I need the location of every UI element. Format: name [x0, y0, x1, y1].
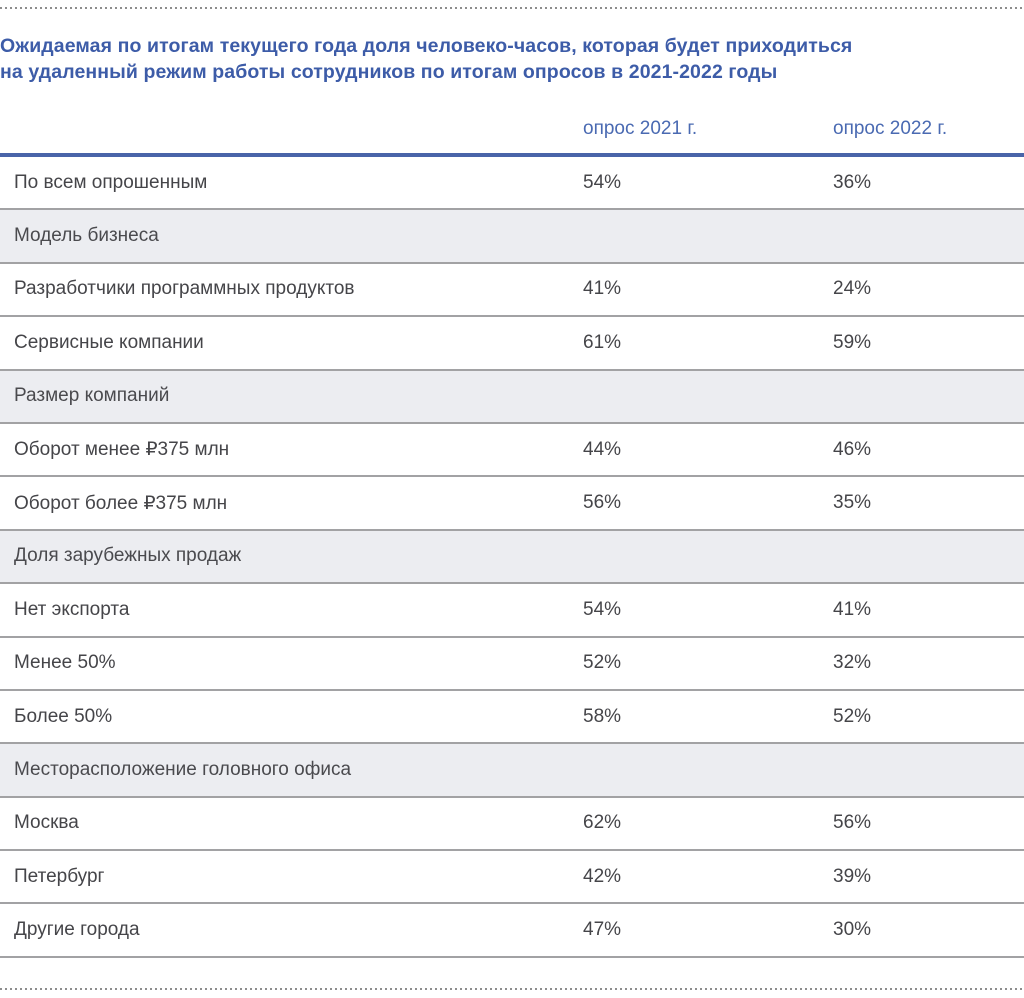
row-label: Нет экспорта: [14, 598, 130, 620]
table-row-moscow: [0, 798, 1024, 851]
table-row-more-than-50: [0, 691, 1024, 744]
table-row-no-export: [0, 584, 1024, 637]
row-value-2022: 56%: [833, 812, 872, 834]
row-value-2022: 36%: [833, 171, 872, 193]
row-label: Менее 50%: [14, 652, 116, 674]
section-label: Размер компаний: [14, 385, 170, 407]
table-row-less-than-50: [0, 638, 1024, 691]
row-value-2022: 39%: [833, 865, 872, 887]
row-label: Сервисные компании: [14, 331, 204, 353]
figure-title-line-2: на удаленный режим работы сотрудников по итогам опросов в 2021-2022 годы: [0, 61, 778, 83]
row-label: Оборот менее ₽375 млн: [14, 439, 230, 461]
row-value-2021: 54%: [583, 598, 622, 620]
row-value-2022: 52%: [833, 705, 872, 727]
row-value-2022: 30%: [833, 919, 872, 941]
row-value-2021: 41%: [583, 278, 622, 300]
row-value-2022: 32%: [833, 652, 872, 674]
table-row-all-respondents: [0, 157, 1024, 210]
row-value-2022: 59%: [833, 331, 872, 353]
row-label: Петербург: [14, 865, 105, 887]
row-value-2021: 56%: [583, 492, 622, 514]
row-label: Оборот более ₽375 млн: [14, 492, 228, 514]
row-value-2022: 35%: [833, 492, 872, 514]
row-label: По всем опрошенным: [14, 171, 208, 193]
row-value-2022: 24%: [833, 278, 872, 300]
bottom-dotted-rule: [0, 988, 1024, 990]
section-label: Модель бизнеса: [14, 225, 159, 247]
section-label: Доля зарубежных продаж: [14, 545, 242, 567]
row-label: Более 50%: [14, 705, 113, 727]
row-value-2021: 58%: [583, 705, 622, 727]
row-label: Разработчики программных продуктов: [14, 278, 355, 300]
column-header-2021: опрос 2021 г.: [583, 118, 698, 139]
row-value-2021: 54%: [583, 171, 622, 193]
table-row-turnover-over-375: [0, 477, 1024, 530]
row-value-2021: 42%: [583, 865, 622, 887]
row-value-2021: 47%: [583, 919, 622, 941]
row-value-2022: 41%: [833, 598, 872, 620]
row-value-2021: 52%: [583, 652, 622, 674]
row-value-2021: 44%: [583, 438, 622, 460]
section-row-business-model: [0, 210, 1024, 263]
row-value-2021: 61%: [583, 331, 622, 353]
section-row-company-size: [0, 371, 1024, 424]
figure-title-line-1: Ожидаемая по итогам текущего года доля человеко-часов, которая будет приходиться: [0, 35, 853, 57]
table-row-service-companies: [0, 317, 1024, 370]
table-row-turnover-under-375: [0, 424, 1024, 477]
row-label: Другие города: [14, 919, 140, 941]
section-row-head-office-location: [0, 744, 1024, 797]
row-value-2021: 62%: [583, 812, 622, 834]
table-row-petersburg: [0, 851, 1024, 904]
section-label: Месторасположение головного офиса: [14, 758, 352, 780]
column-header-2022: опрос 2022 г.: [833, 118, 948, 139]
table-body: [0, 157, 1024, 958]
section-row-foreign-sales-share: [0, 531, 1024, 584]
column-header-row: [0, 85, 1024, 153]
table-row-software-developers: [0, 264, 1024, 317]
top-dotted-rule: [0, 7, 1024, 9]
figure-title: [0, 33, 1024, 85]
row-label: Москва: [14, 812, 79, 834]
table-row-other-cities: [0, 904, 1024, 957]
row-value-2022: 46%: [833, 438, 872, 460]
